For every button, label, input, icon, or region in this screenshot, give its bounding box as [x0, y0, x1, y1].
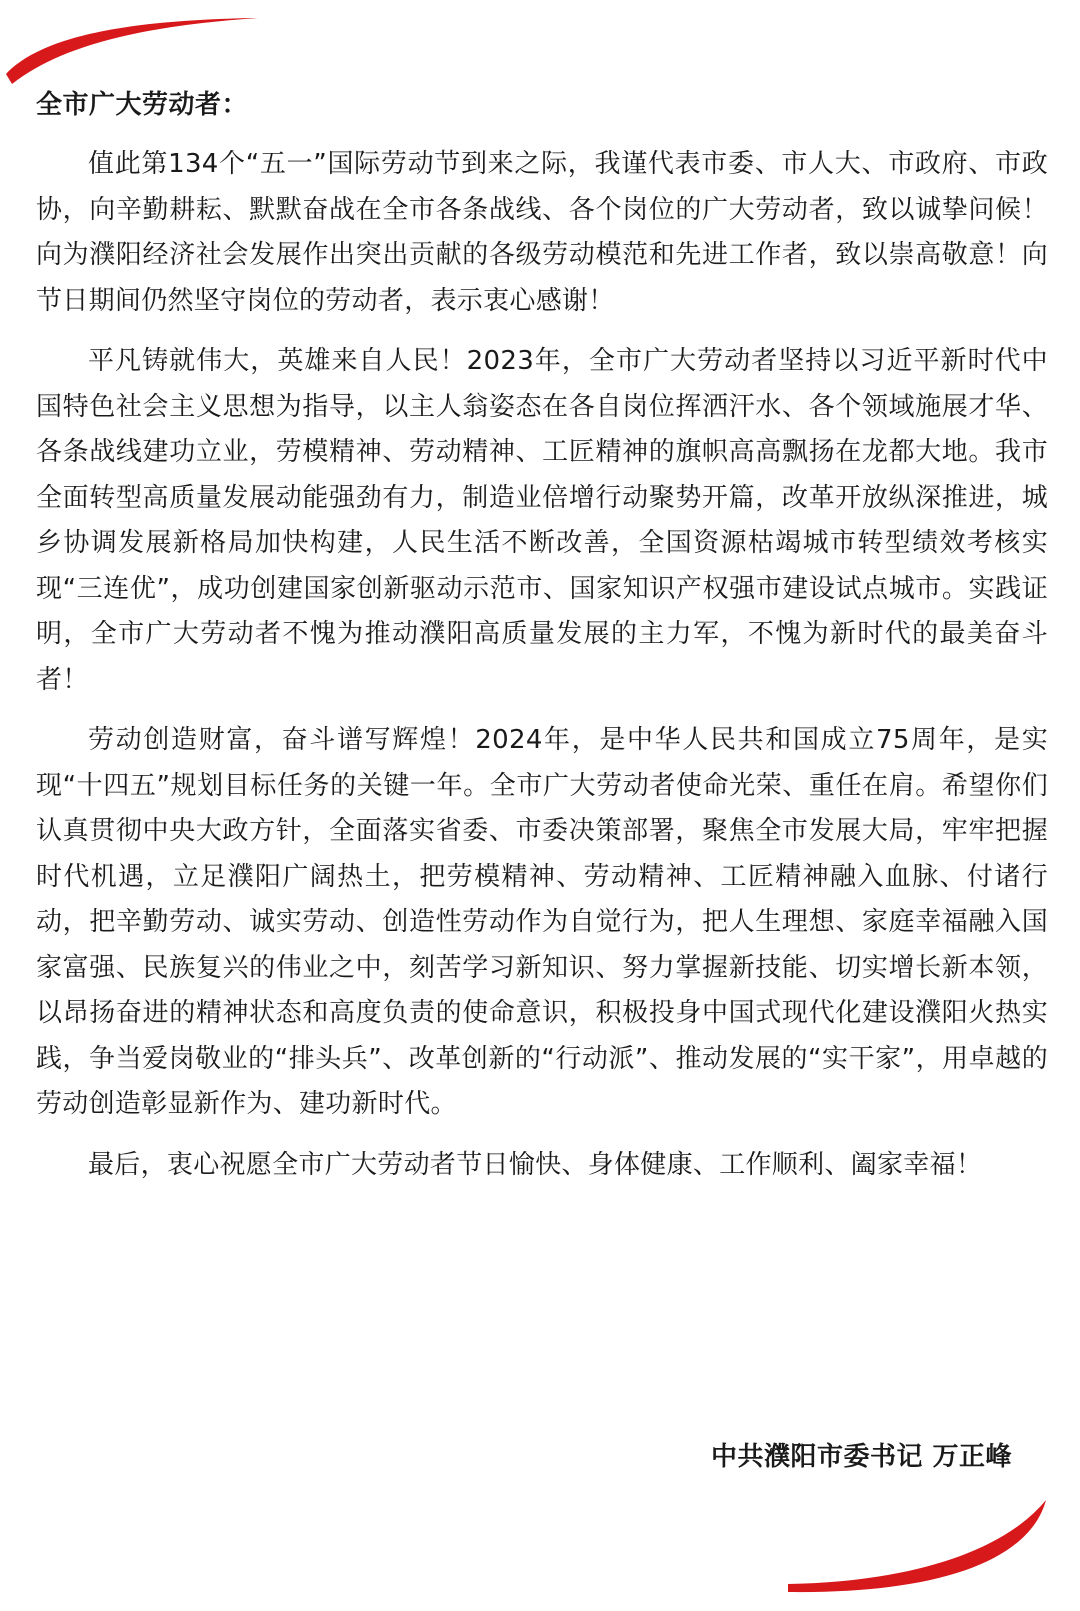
letter-paragraph-1: 值此第134个“五一”国际劳动节到来之际，我谨代表市委、市人大、市政府、市政协，向辛勤耕耘、默默奋战在全市各条战线、各个岗位的广大劳动者，致以诚挚问候！向为濮阳经济社会发展作出突出贡献的各级劳动模范和先进工作者，致以崇高敬意！向节日期间仍然坚守岗位的劳动者，表示衷心感谢！ — [36, 149, 1048, 316]
letter-salutation: 全市广大劳动者： — [36, 90, 249, 120]
top-red-swoosh-decoration — [0, 0, 300, 90]
letter-body — [36, 82, 1048, 1203]
letter-paragraph-2: 平凡铸就伟大，英雄来自人民！2023年，全市广大劳动者坚持以习近平新时代中国特色社会主义思想为指导，以主人翁姿态在各自岗位挥洒汗水、各个领域施展才华、各条战线建功立业，劳模精神、劳动精神、工匠精神的旗帜高高飘扬在龙都大地。我市全面转型高质量发展动能强劲有力，制造业倍增行动聚势开篇，改革开放纵深推进，城乡协调发展新格局加快构建，人民生活不断改善，全国资源枯竭城市转型绩效考核实现“三连优”，成功创建国家创新驱动示范市、国家知识产权强市建设试点城市。实践证明，全市广大劳动者不愧为推动濮阳高质量发展的主力军，不愧为新时代的最美奋斗者！ — [36, 346, 1048, 695]
letter-signature: 中共濮阳市委书记 万正峰 — [710, 1442, 1012, 1472]
letter-paragraph-3: 劳动创造财富，奋斗谱写辉煌！2024年，是中华人民共和国成立75周年，是实现“十四五”规划目标任务的关键一年。全市广大劳动者使命光荣、重任在肩。希望你们认真贯彻中央大政方针，全面落实省委、市委决策部署，聚焦全市发展大局，牢牢把握时代机遇，立足濮阳广阔热土，把劳模精神、劳动精神、工匠精神融入血脉、付诸行动，把辛勤劳动、诚实劳动、创造性劳动作为自觉行为，把人生理想、家庭幸福融入国家富强、民族复兴的伟业之中，刻苦学习新知识、努力掌握新技能、切实增长新本领，以昂扬奋进的精神状态和高度负责的使命意识，积极投身中国式现代化建设濮阳火热实践，争当爱岗敬业的“排头兵”、改革创新的“行动派”、推动发展的“实干家”，用卓越的劳动创造彰显新作为、建功新时代。 — [36, 725, 1048, 1119]
letter-paragraph-4: 最后，衷心祝愿全市广大劳动者节日愉快、身体健康、工作顺利、阖家幸福！ — [88, 1149, 983, 1180]
